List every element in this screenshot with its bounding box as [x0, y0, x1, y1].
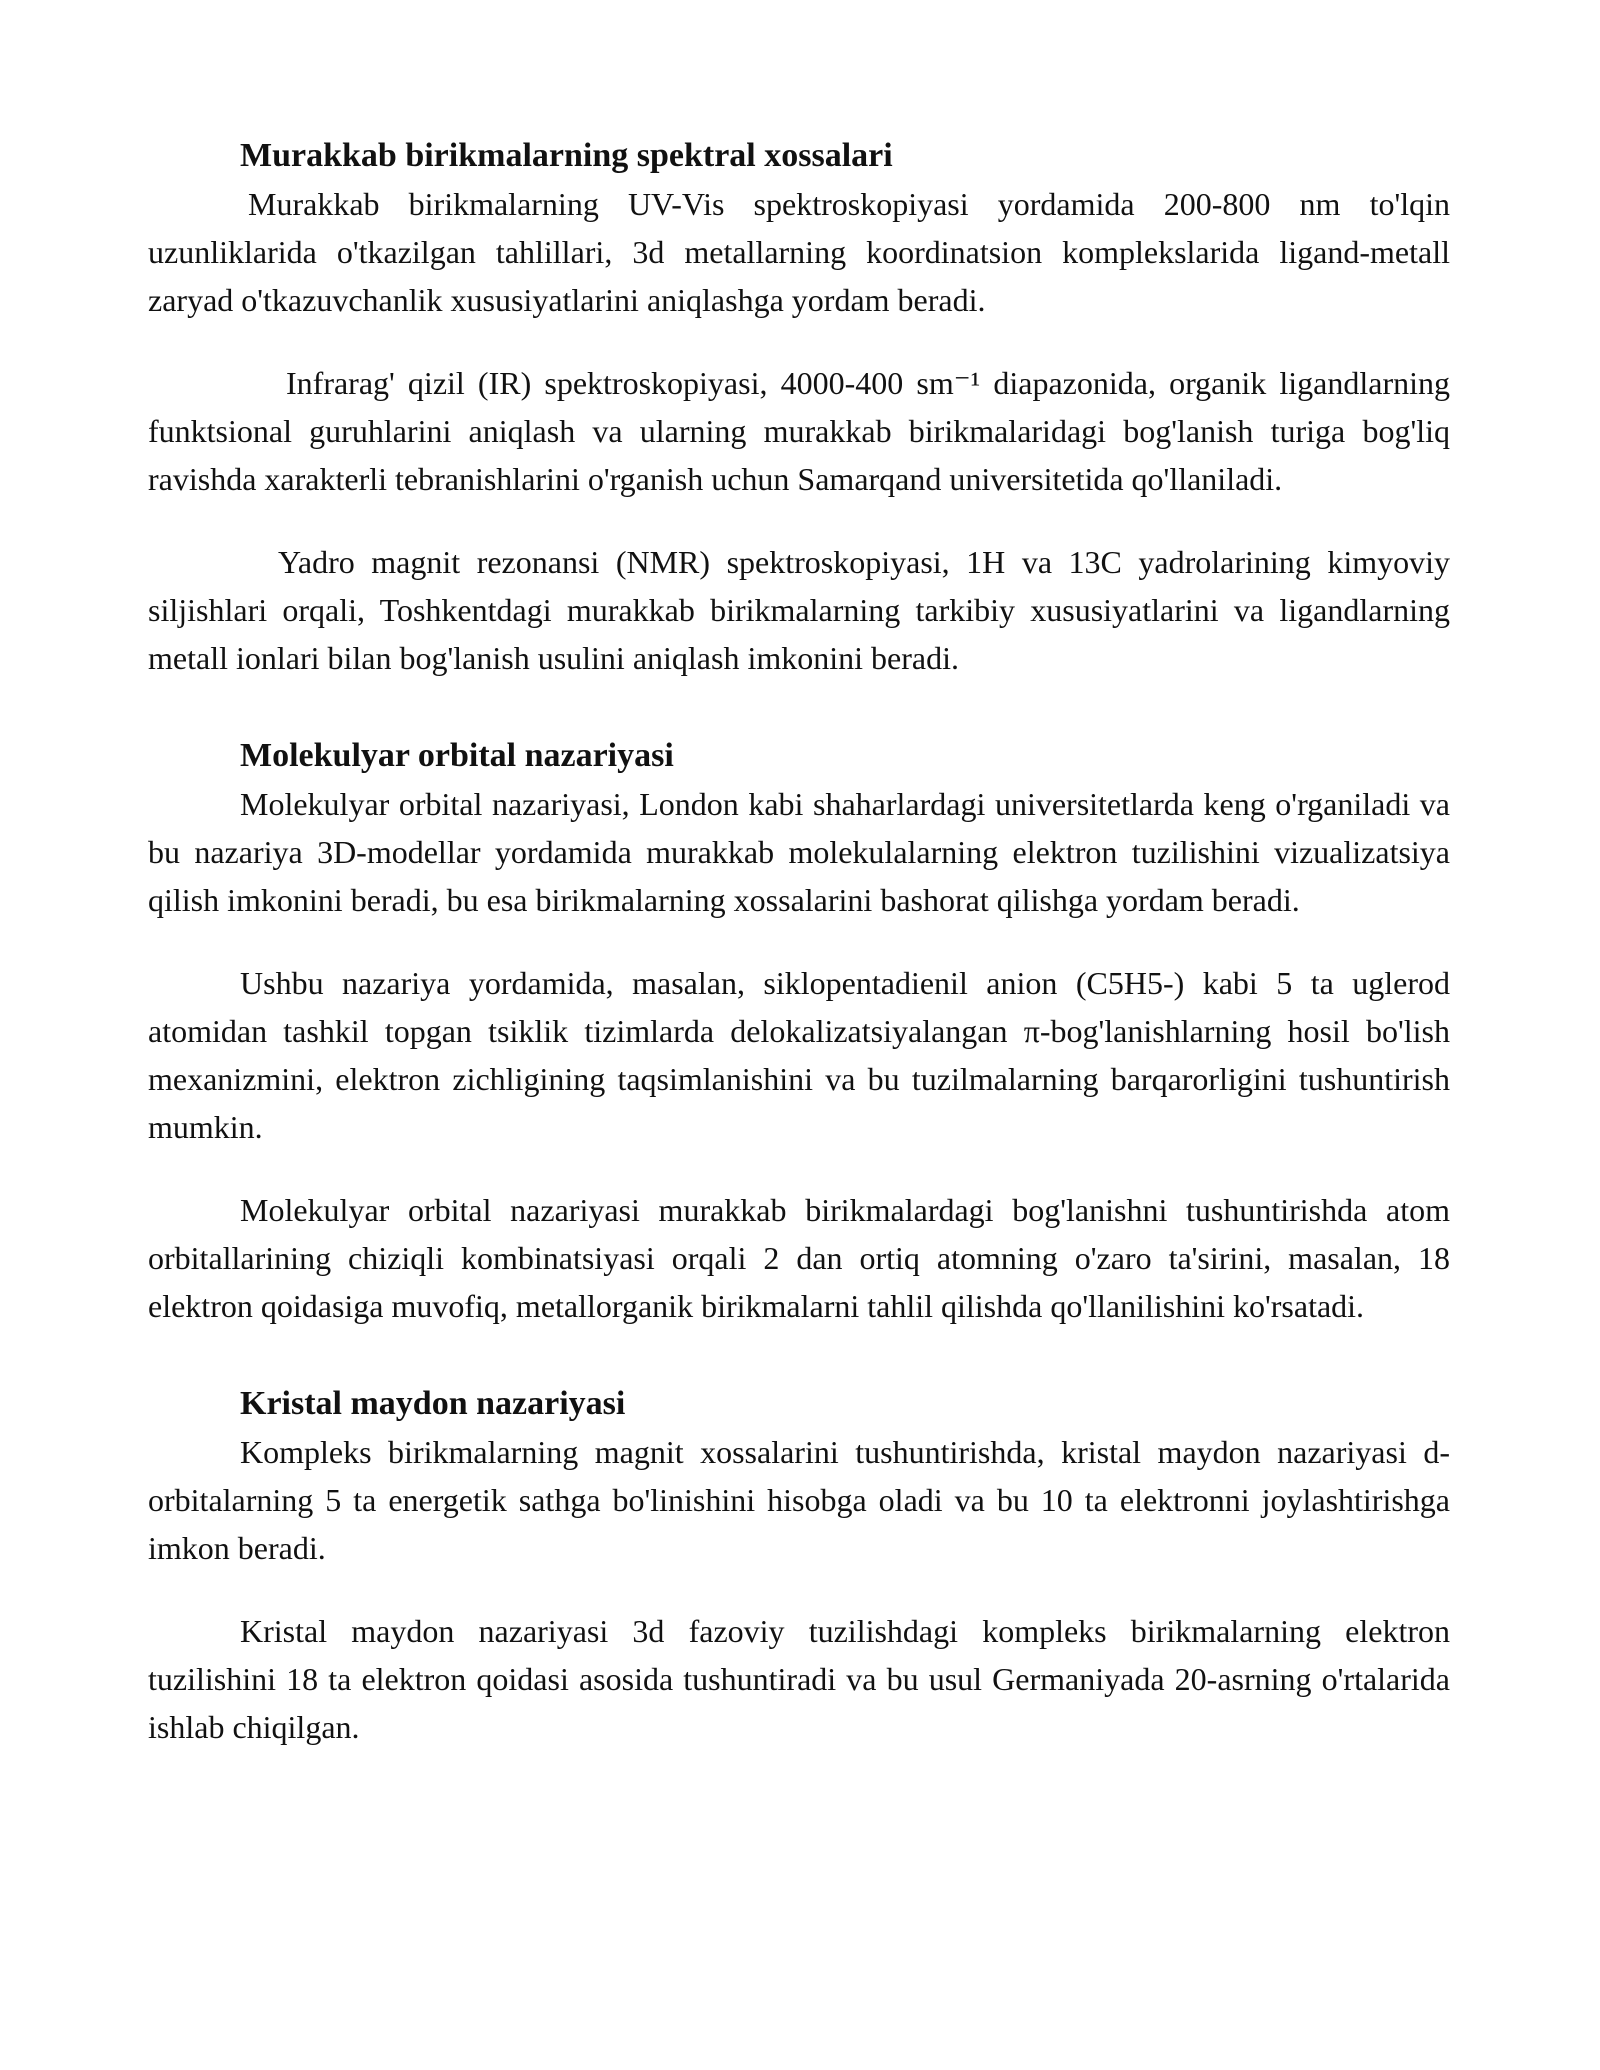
paragraph-uv-vis: Murakkab birikmalarning UV-Vis spektroskopiyasi yordamida 200-800 nm to'lqin uzunliklarida o'tkazilgan tahlillari, 3d metallarning koordinatsion komplekslarida ligand-metall zaryad o'tkazuvchanlik xususiyatlarini aniqlashga yordam beradi.: [148, 186, 1450, 318]
paragraph-mo-intro: Molekulyar orbital nazariyasi, London kabi shaharlardagi universitetlarda keng o'rganiladi va bu nazariya 3D-modellar yordamida murakkab molekulalarning elektron tuzilishini vizualizatsiya qilish imkonini beradi, bu esa birikmalarning xossalarini bashorat qilishga yordam beradi.: [148, 786, 1450, 918]
section-heading-molecular-orbital: Molekulyar orbital nazariyasi: [240, 737, 674, 774]
paragraph-mo-cyclopentadienyl: Ushbu nazariya yordamida, masalan, siklopentadienil anion (C5H5-) kabi 5 ta uglerod atomidan tashkil topgan tsiklik tizimlarda delokalizatsiyalangan π-bog'lanishlarning hosil bo'lish mexanizmini, elektron zichligining taqsimlanishini va bu tuzilmalarning barqarorligini tushuntirish mumkin.: [148, 965, 1450, 1145]
paragraph-cf-magnetic: Kompleks birikmalarning magnit xossalarini tushuntirishda, kristal maydon nazariyasi d-orbitalarning 5 ta energetik sathga bo'linishini hisobga oladi va bu 10 ta elektronni joylashtirishga imkon beradi.: [148, 1434, 1450, 1566]
section-heading-spectral: Murakkab birikmalarning spektral xossalari: [240, 137, 893, 174]
paragraph-nmr: Yadro magnit rezonansi (NMR) spektroskopiyasi, 1H va 13C yadrolarining kimyoviy siljishlari orqali, Toshkentdagi murakkab birikmalarning tarkibiy xususiyatlarini va ligandlarning metall ionlari bilan bog'lanish usulini aniqlash imkonini beradi.: [148, 544, 1450, 676]
paragraph-cf-history: Kristal maydon nazariyasi 3d fazoviy tuzilishdagi kompleks birikmalarning elektron tuzilishini 18 ta elektron qoidasi asosida tushuntiradi va bu usul Germaniyada 20-asrning o'rtalarida ishlab chiqilgan.: [148, 1613, 1450, 1745]
paragraph-ir: Infrarag' qizil (IR) spektroskopiyasi, 4000-400 sm⁻¹ diapazonida, organik ligandlarning funktsional guruhlarini aniqlash va ularning murakkab birikmalaridagi bog'lanish turiga bog'liq ravishda xarakterli tebranishlarini o'rganish uchun Samarqand universitetida qo'llaniladi.: [148, 365, 1450, 497]
paragraph-mo-bonding: Molekulyar orbital nazariyasi murakkab birikmalardagi bog'lanishni tushuntirishda atom orbitallarining chiziqli kombinatsiyasi orqali 2 dan ortiq atomning o'zaro ta'sirini, masalan, 18 elektron qoidasiga muvofiq, metallorganik birikmalarni tahlil qilishda qo'llanilishini ko'rsatadi.: [148, 1192, 1450, 1324]
document-page: [148, 132, 1450, 1751]
section-heading-crystal-field: Kristal maydon nazariyasi: [240, 1385, 626, 1422]
